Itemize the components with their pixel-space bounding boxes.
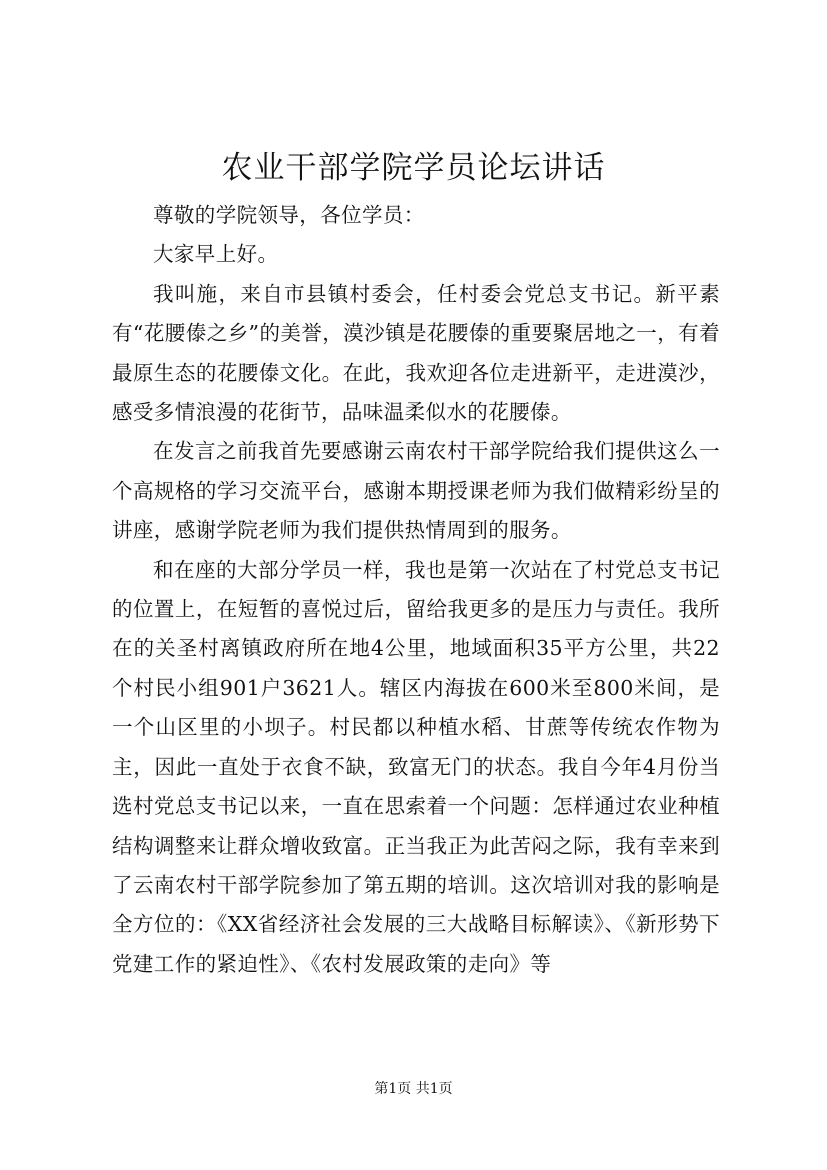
page-footer: 第1页 共1页 [374,1081,453,1097]
document-title: 农业干部学院学员论坛讲话 [221,150,606,186]
paragraph-experience: 和在座的大部分学员一样，我也是第一次站在了村党总支书记的位置上，在短暂的喜悦过后，留给我更多的是压力与责任。我所在的关圣村离镇政府所在地4公里，地域面积35平方公里，共22个村民小组901户3621人。辖区内海拔在600米至800米间，是一个山区里的小坝子。村民都以种植水稻、甘蔗等传统农作物为主，因此一直处于衣食不缺，致富无门的状态。我自今年4月份当选村党总支书记以来，一直在思索着一个问题：怎样通过农业种植结构调整来让群众增收致富。正当我正为此苦闷之际，我有幸来到了云南农村干部学院参加了第五期的培训。这次培训对我的影响是全方位的：《XX省经济社会发展的三大战略目标解读》、《新形势下党建工作的紧迫性》、《农村发展政策的走向》等 [112,557,720,976]
salutation: 尊敬的学院领导，各位学员： [153,203,425,227]
paragraph-introduction: 我叫施，来自市县镇村委会，任村委会党总支书记。新平素有“花腰傣之乡”的美誉，漠沙镇是花腰傣的重要聚居地之一，有着最原生态的花腰傣文化。在此，我欢迎各位走进新平，走进漠沙，感受多情浪漫的花街节，品味温柔似水的花腰傣。 [112,281,720,425]
document-body [112,196,720,984]
paragraph-thanks: 在发言之前我首先要感谢云南农村干部学院给我们提供这么一个高规格的学习交流平台，感谢本期授课老师为我们做精彩纷呈的讲座，感谢学院老师为我们提供热情周到的服务。 [112,439,720,543]
greeting: 大家早上好。 [153,242,279,267]
